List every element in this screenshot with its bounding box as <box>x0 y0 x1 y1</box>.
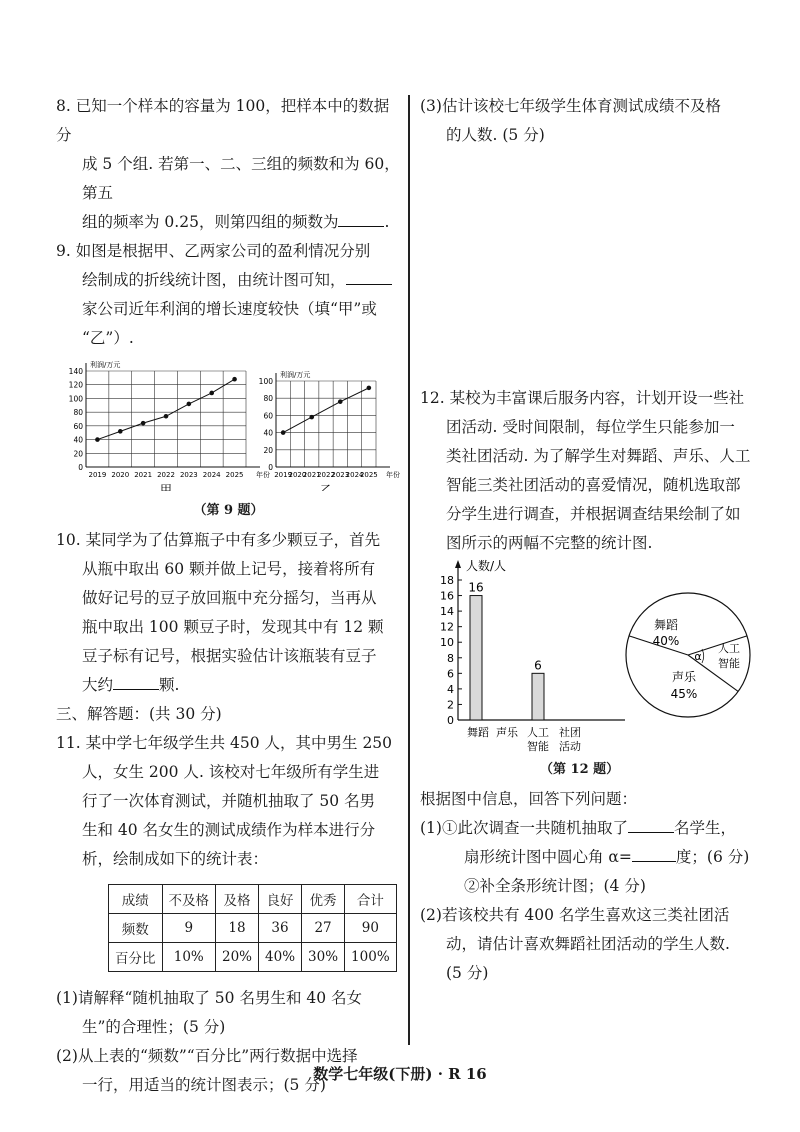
x-tick-label: 声乐 <box>496 726 518 739</box>
y-tick-label: 80 <box>73 408 83 418</box>
data-point <box>338 399 343 404</box>
y-tick-label: 6 <box>447 667 454 681</box>
table-header: 及格 <box>216 885 259 914</box>
question-12 <box>420 384 760 558</box>
data-point <box>309 415 314 420</box>
y-tick-label: 40 <box>263 428 273 438</box>
question-9 <box>56 237 401 353</box>
x-tick-label: 2025 <box>225 471 244 479</box>
q8-line1: 8. 已知一个样本的容量为 100，把样本中的数据分 <box>56 97 390 144</box>
q12-subquestions <box>420 814 760 988</box>
x-tick-label: 活动 <box>559 740 581 753</box>
table-cell: 10% <box>162 943 216 972</box>
q11-line1: 11. 某中学七年级学生共 450 人，其中男生 250 <box>56 734 393 752</box>
bar <box>532 673 544 720</box>
table-row <box>109 943 397 972</box>
bar-data-label: 16 <box>468 580 484 595</box>
q8-line3-end: . <box>384 213 390 231</box>
table-row <box>109 914 397 943</box>
y-tick-label: 40 <box>73 435 83 445</box>
q12-line6: 图所示的两幅不完整的统计图. <box>446 534 653 552</box>
y-tick-label: 2 <box>447 698 454 712</box>
table-header: 成绩 <box>109 885 163 914</box>
table-header: 不及格 <box>162 885 216 914</box>
x-tick-label: 2021 <box>302 471 321 479</box>
y-tick-label: 20 <box>263 445 273 455</box>
q8-line3 <box>82 208 401 237</box>
table-cell: 40% <box>259 943 302 972</box>
pie-label-ai: 智能 <box>718 657 740 670</box>
q10-line6 <box>82 671 401 700</box>
question-8 <box>56 92 401 237</box>
x-tick-label: 2022 <box>157 471 175 479</box>
x-tick-label: 2019 <box>274 471 293 479</box>
q11-sub3-line2: 的人数. (5 分) <box>446 126 545 144</box>
score-table <box>108 884 397 972</box>
q11-line2: 人，女生 200 人. 该校对七年级所有学生进 <box>82 763 380 781</box>
y-tick-label: 120 <box>68 380 83 390</box>
q12-sub1-text: (1)①此次调查一共随机抽取了 <box>420 819 628 837</box>
q11-line5: 析，绘制成如下的统计表： <box>82 850 269 868</box>
q11-sub3 <box>420 92 760 150</box>
table-cell: 30% <box>302 943 345 972</box>
figure-9-line-charts <box>56 353 401 491</box>
data-point <box>281 430 286 435</box>
q12-sub2-line1: (2)若该校共有 400 名学生喜欢这三类社团活 <box>420 906 730 924</box>
q12-sub1b-text: 扇形统计图中圆心角 α= <box>464 848 632 866</box>
q10-line1: 10. 某同学为了估算瓶子中有多少颗豆子，首先 <box>56 531 381 549</box>
pie-label-ai: 人工 <box>718 642 740 655</box>
table-header-row <box>109 885 397 914</box>
x-tick-label: 2024 <box>202 471 221 479</box>
q12-line4: 智能三类社团活动的喜爱情况，随机选取部 <box>446 476 741 494</box>
pie-angle-alpha: α <box>694 650 702 663</box>
table-cell: 36 <box>259 914 302 943</box>
q11-line3: 行了一次体育测试，并随机抽取了 50 名男 <box>82 792 376 810</box>
series-line <box>283 388 369 433</box>
figure-9-caption: （第 9 题） <box>193 503 264 518</box>
q10-line3: 做好记号的豆子放回瓶中充分摇匀，当再从 <box>82 589 377 607</box>
x-tick-label: 2019 <box>88 471 107 479</box>
q11-sub2-line2: 一行，用适当的统计图表示；(5 分) <box>82 1076 326 1094</box>
figure-12-caption: （第 12 题） <box>540 762 620 777</box>
y-tick-label: 14 <box>440 605 454 619</box>
q8-line2: 成 5 个组. 若第一、二、三组的频数和为 60，第五 <box>82 155 400 202</box>
series-line <box>97 379 234 439</box>
table-cell: 18 <box>216 914 259 943</box>
y-axis-label: 利润/万元 <box>280 371 311 379</box>
x-axis-label: 年份 <box>256 471 270 479</box>
data-point <box>209 391 214 396</box>
x-tick-label: 2020 <box>111 471 130 479</box>
pie-percent-vocal: 45% <box>670 687 698 701</box>
q9-line2-text: 绘制成的折线统计图，由统计图可知， <box>82 271 346 289</box>
q12-sub1-line2 <box>446 843 760 872</box>
data-point <box>95 437 100 442</box>
y-tick-label: 140 <box>68 367 83 376</box>
q10-line2: 从瓶中取出 60 颗并做上记号，接着将所有 <box>82 560 376 578</box>
x-axis-label: 年份 <box>386 471 400 479</box>
section-3-heading: 三、解答题：(共 30 分) <box>56 705 222 723</box>
x-tick-label: 2023 <box>179 471 198 479</box>
data-point <box>141 421 146 426</box>
chart-name-jia: 甲 <box>159 483 173 491</box>
y-tick-label: 8 <box>447 651 454 665</box>
data-point <box>187 402 192 407</box>
y-axis-arrow <box>455 560 461 568</box>
table-cell: 100% <box>345 943 397 972</box>
figure-12-charts <box>420 558 765 754</box>
answer-blank <box>632 845 676 862</box>
answer-blank <box>346 268 392 285</box>
x-tick-label: 人工 <box>527 726 549 739</box>
q11-line4: 生和 40 名女生的测试成绩作为样本进行分 <box>82 821 376 839</box>
q9-line4: “乙”）. <box>82 329 134 347</box>
q8-line3-text: 组的频率为 0.25，则第四组的频数为 <box>82 213 339 231</box>
table-cell: 百分比 <box>109 943 163 972</box>
y-tick-label: 60 <box>263 411 273 421</box>
q12-sub1-line3: ②补全条形统计图；(4 分) <box>464 877 646 895</box>
pie-label-vocal: 声乐 <box>671 670 697 684</box>
y-axis-label: 人数/人 <box>466 559 507 573</box>
x-tick-label: 2023 <box>331 471 350 479</box>
q12-line3: 类社团活动. 为了解学生对舞蹈、声乐、人工 <box>446 447 751 465</box>
q10-line5: 豆子标有记号，根据实验估计该瓶装有豆子 <box>82 647 377 665</box>
left-column <box>56 92 401 1100</box>
q10-line6-end: 颗. <box>159 676 180 694</box>
q11-sub1-line2: 生”的合理性；(5 分) <box>82 1018 226 1036</box>
answer-space <box>420 150 760 384</box>
bar-data-label: 6 <box>534 658 542 673</box>
q12-sub1b-end: 度；(6 分) <box>675 848 750 866</box>
answer-blank <box>113 673 159 690</box>
table-cell: 9 <box>162 914 216 943</box>
q12-sub2-line2: 动，请估计喜欢舞蹈社团活动的学生人数. <box>446 935 730 953</box>
q11-sub3-line1: (3)估计该校七年级学生体育测试成绩不及格 <box>420 97 721 115</box>
answer-blank <box>338 210 384 227</box>
q10-line6-text: 大约 <box>82 676 114 694</box>
data-point <box>164 414 169 419</box>
q10-line4: 瓶中取出 100 颗豆子时，发现其中有 12 颗 <box>82 618 384 636</box>
q12-sub1-end: 名学生， <box>673 819 736 837</box>
q12-sub1-line1 <box>420 814 760 843</box>
table-cell: 90 <box>345 914 397 943</box>
q9-line1: 9. 如图是根据甲、乙两家公司的盈利情况分别 <box>56 242 371 260</box>
q12-intro: 根据图中信息，回答下列问题： <box>420 790 638 808</box>
q12-line2: 团活动. 受时间限制，每位学生只能参加一 <box>446 418 735 436</box>
column-divider <box>408 95 410 1045</box>
right-column <box>420 92 760 988</box>
y-tick-label: 12 <box>440 620 454 634</box>
table-cell: 27 <box>302 914 345 943</box>
x-tick-label: 社团 <box>559 726 581 739</box>
q11-sub2-line1: (2)从上表的“频数”“百分比”两行数据中选择 <box>56 1047 358 1065</box>
y-tick-label: 80 <box>263 394 273 404</box>
table-header: 良好 <box>259 885 302 914</box>
y-tick-label: 100 <box>258 377 273 386</box>
table-header: 合计 <box>345 885 397 914</box>
x-tick-label: 智能 <box>527 740 549 753</box>
y-tick-label: 0 <box>268 463 273 472</box>
y-tick-label: 16 <box>440 589 454 603</box>
table-cell: 频数 <box>109 914 163 943</box>
q9-line2 <box>82 266 401 295</box>
data-point <box>232 377 237 382</box>
q12-sub2-line3: (5 分) <box>446 964 489 982</box>
y-axis-label: 利润/万元 <box>90 361 121 369</box>
y-tick-label: 10 <box>440 636 454 650</box>
y-tick-label: 0 <box>78 463 83 472</box>
bar <box>470 596 482 720</box>
pie-percent-dance: 40% <box>652 634 680 648</box>
pie-label-dance: 舞蹈 <box>653 618 679 632</box>
y-tick-label: 20 <box>73 449 83 459</box>
y-tick-label: 100 <box>68 394 83 404</box>
x-tick-label: 2020 <box>288 471 307 479</box>
chart-name-yi: 乙 <box>319 483 333 491</box>
x-tick-label: 2022 <box>317 471 335 479</box>
data-point <box>118 429 123 434</box>
page-footer: 数学七年级(下册) · R 16 <box>313 1065 487 1083</box>
q9-line3: 家公司近年利润的增长速度较快（填“甲”或 <box>82 300 377 318</box>
q12-line5: 分学生进行调查，并根据调查结果绘制了如 <box>446 505 741 523</box>
y-tick-label: 60 <box>73 421 83 431</box>
x-tick-label: 舞蹈 <box>467 726 489 739</box>
table-header: 优秀 <box>302 885 345 914</box>
data-point <box>367 386 372 391</box>
question-11 <box>56 729 401 874</box>
y-tick-label: 4 <box>447 682 454 696</box>
question-10 <box>56 526 401 700</box>
answer-blank <box>628 816 674 833</box>
y-tick-label: 18 <box>440 574 454 587</box>
q12-line1: 12. 某校为丰富课后服务内容，计划开设一些社 <box>420 389 745 407</box>
x-tick-label: 2025 <box>359 471 378 479</box>
q11-sub1-line1: (1)请解释“随机抽取了 50 名男生和 40 名女 <box>56 989 363 1007</box>
x-tick-label: 2021 <box>134 471 153 479</box>
y-tick-label: 0 <box>447 714 454 727</box>
table-cell: 20% <box>216 943 259 972</box>
x-tick-label: 2024 <box>345 471 364 479</box>
